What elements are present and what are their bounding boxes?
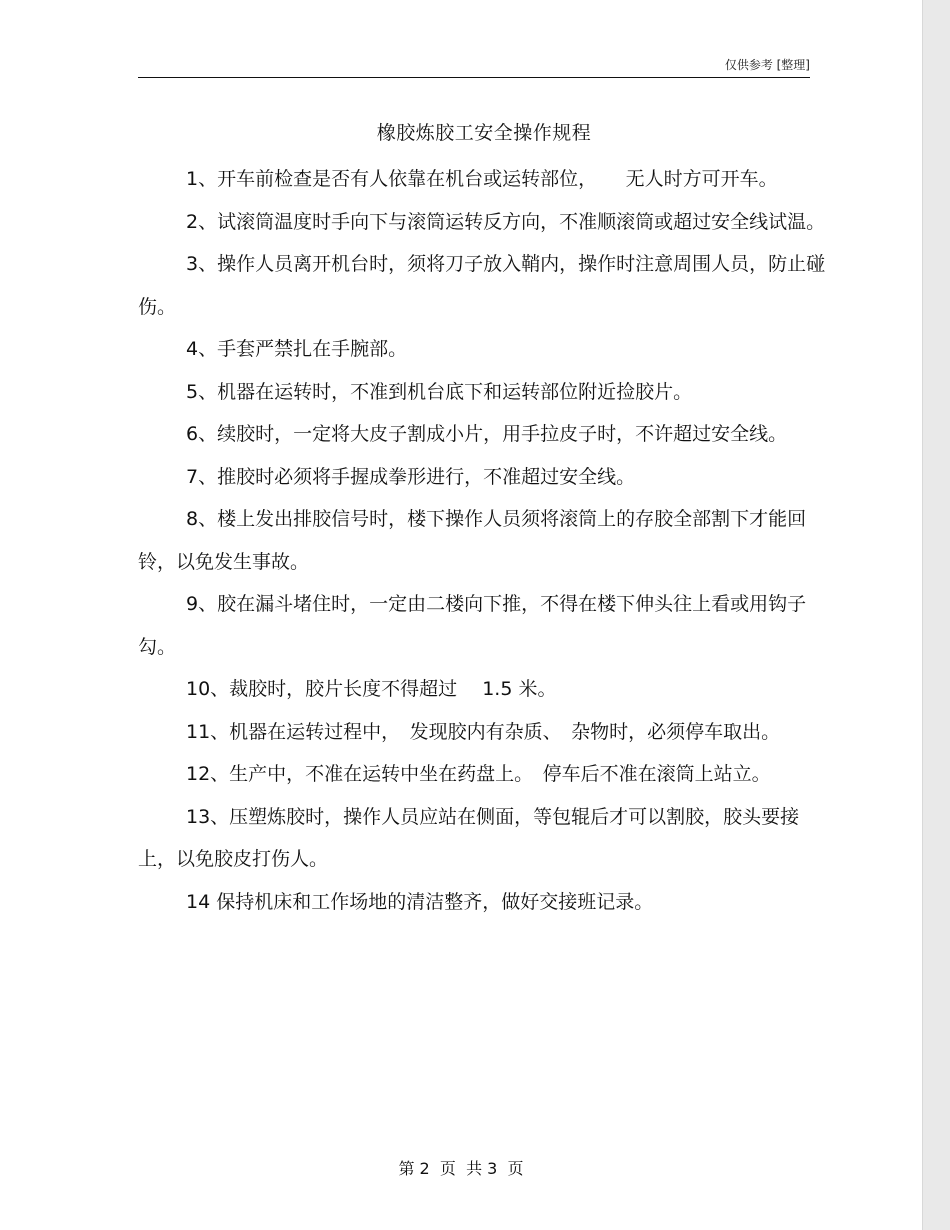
list-item: 13、压塑炼胶时，操作人员应站在侧面，等包辊后才可以割胶，胶头要接上，以免胶皮打伤人。: [138, 805, 800, 870]
list-item: 6、续胶时，一定将大皮子割成小片，用手拉皮子时，不许超过安全线。: [186, 423, 788, 445]
header-divider: [138, 77, 810, 78]
header-note: 仅供参考 [整理]: [724, 58, 810, 72]
list-item: 1、开车前检查是否有人依靠在机台或运转部位， 无人时方可开车。: [186, 168, 778, 190]
document-body: [138, 158, 830, 923]
list-item: 2、试滚筒温度时手向下与滚筒运转反方向，不准顺滚筒或超过安全线试温。: [186, 210, 826, 233]
list-item: 3、操作人员离开机台时，须将刀子放入鞘内，操作时注意周围人员，防止碰伤。: [138, 253, 826, 318]
list-item: 9、胶在漏斗堵住时，一定由二楼向下推，不得在楼下伸头往上看或用钩子勾。: [138, 593, 807, 658]
list-item: 12、生产中，不准在运转中坐在药盘上。 停车后不准在滚筒上站立。: [186, 763, 771, 785]
list-item: 5、机器在运转时，不准到机台底下和运转部位附近捡胶片。: [186, 380, 693, 403]
list-item: 11、机器在运转过程中， 发现胶内有杂质、 杂物时，必须停车取出。: [186, 720, 781, 743]
page-number: 第 2 页 共 3 页: [398, 1159, 524, 1178]
list-item: 4、手套严禁扎在手腕部。: [186, 338, 408, 360]
list-item: 8、楼上发出排胶信号时，楼下操作人员须将滚筒上的存胶全部割下才能回铃，以免发生事故。: [138, 508, 807, 573]
list-item: 10、裁胶时，胶片长度不得超过 1.5 米。: [186, 678, 557, 700]
list-item: 7、推胶时必须将手握成拳形进行，不准超过安全线。: [186, 465, 636, 488]
list-item: 14 保持机床和工作场地的清洁整齐，做好交接班记录。: [186, 890, 654, 913]
document-title: 橡胶炼胶工安全操作规程: [376, 122, 592, 144]
